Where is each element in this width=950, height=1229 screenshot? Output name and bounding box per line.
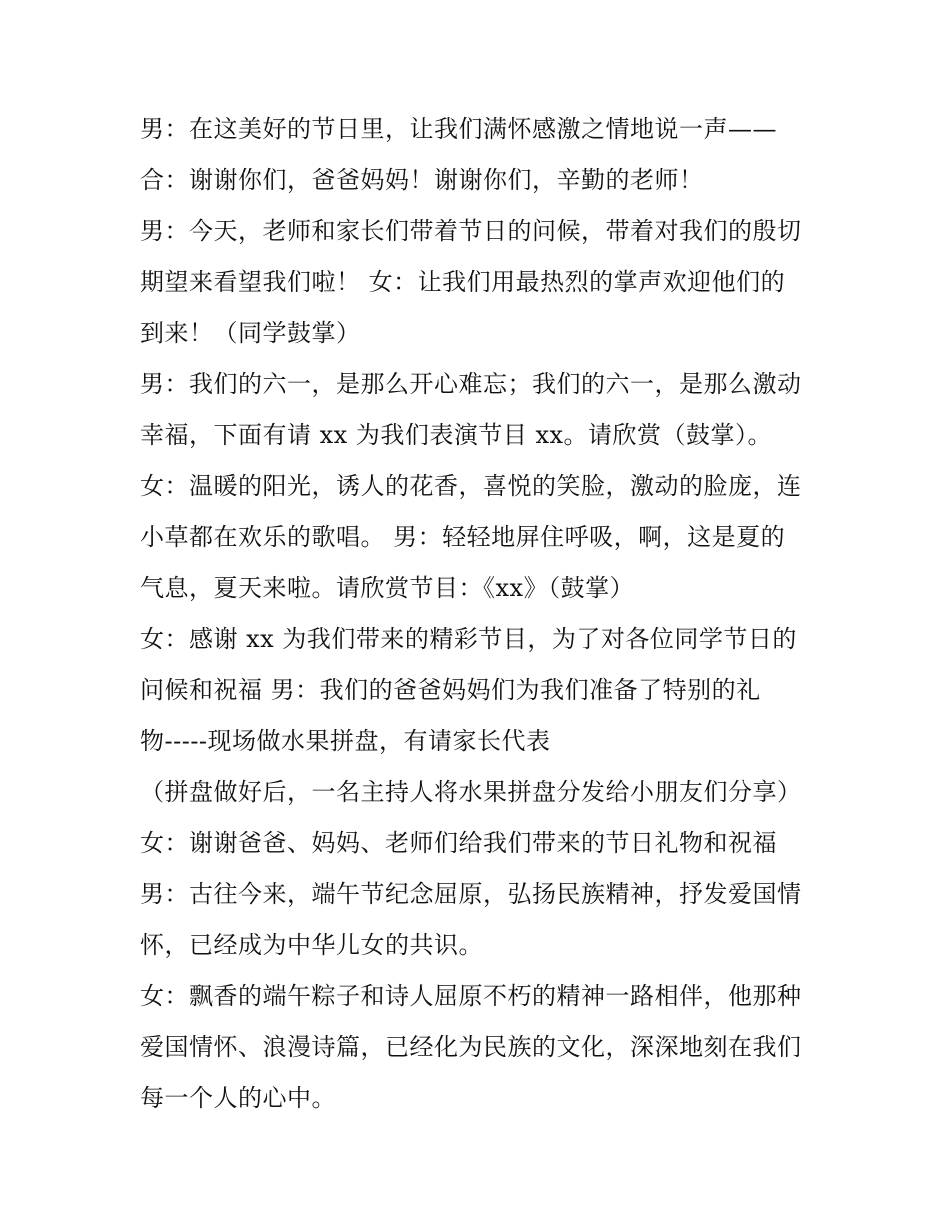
text-line: 到来！（同学鼓掌）	[140, 319, 361, 347]
text-line: 爱国情怀、浪漫诗篇，已经化为民族的文化，深深地刻在我们	[140, 1033, 802, 1061]
text-line: 女：飘香的端午粽子和诗人屈原不朽的精神一路相伴，他那种	[140, 982, 802, 1010]
document-body	[140, 104, 830, 1124]
text-line: 女：温暖的阳光，诱人的花香，喜悦的笑脸，激动的脸庞，连	[140, 472, 802, 500]
text-line: 幸福，下面有请 xx 为我们表演节目 xx。请欣赏（鼓掌）。	[140, 421, 773, 449]
text-line: 气息，夏天来啦。请欣赏节目：《xx》（鼓掌）	[140, 574, 635, 602]
text-line: 男：在这美好的节日里，让我们满怀感激之情地说一声——	[140, 115, 777, 143]
text-line: 女：感谢 xx 为我们带来的精彩节目，为了对各位同学节日的	[140, 625, 797, 653]
text-line: 小草都在欢乐的歌唱。 男：轻轻地屏住呼吸，啊，这是夏的	[140, 523, 786, 551]
text-line: （拼盘做好后，一名主持人将水果拼盘分发给小朋友们分享）	[140, 778, 802, 806]
text-line: 男：古往今来，端午节纪念屈原，弘扬民族精神，抒发爱国情	[140, 880, 802, 908]
text-line: 男：今天，老师和家长们带着节日的问候，带着对我们的殷切	[140, 217, 802, 245]
text-line: 女：谢谢爸爸、妈妈、老师们给我们带来的节日礼物和祝福	[140, 829, 777, 857]
text-line: 男：我们的六一，是那么开心难忘；我们的六一，是那么激动	[140, 370, 802, 398]
text-line: 物-----现场做水果拼盘，有请家长代表	[140, 727, 551, 755]
text-line: 每一个人的心中。	[140, 1084, 336, 1112]
text-line: 合：谢谢你们，爸爸妈妈！谢谢你们，辛勤的老师！	[140, 166, 704, 194]
text-line: 怀，已经成为中华儿女的共识。	[140, 931, 483, 959]
text-line: 问候和祝福 男：我们的爸爸妈妈们为我们准备了特别的礼	[140, 676, 761, 704]
text-line: 期望来看望我们啦！ 女：让我们用最热烈的掌声欢迎他们的	[140, 268, 786, 296]
